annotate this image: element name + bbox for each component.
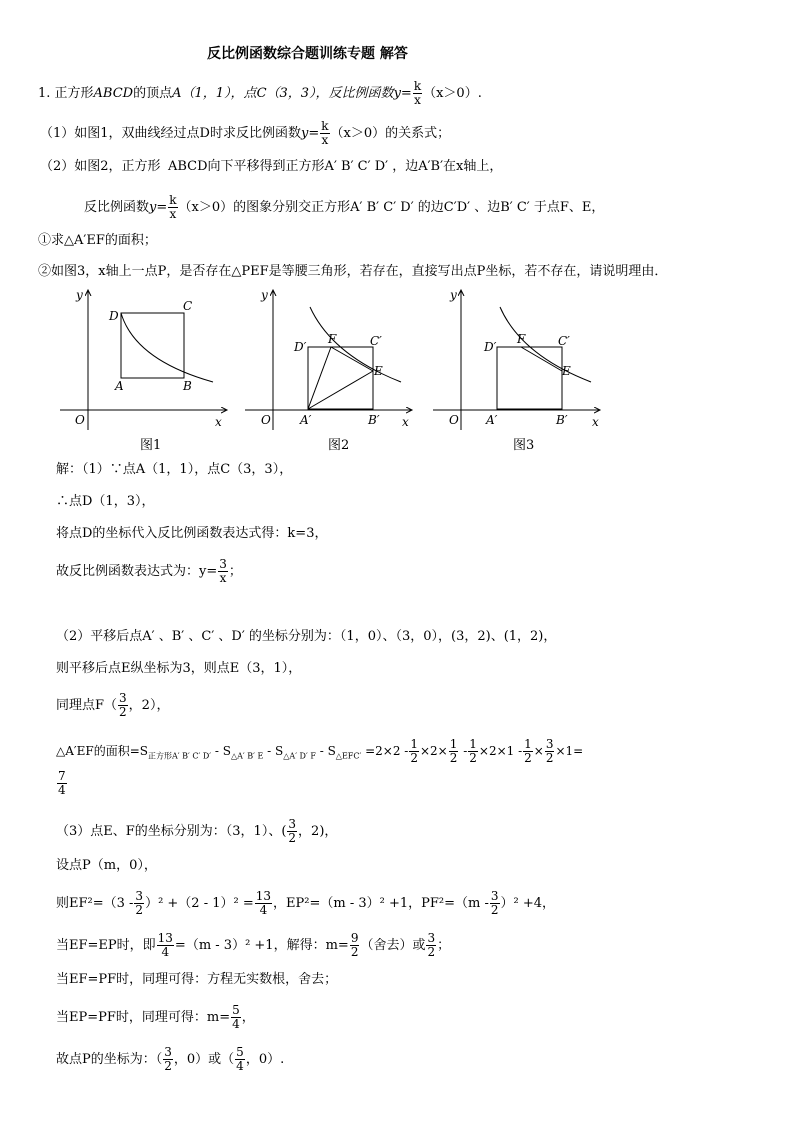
problem-line-1: 1. 正方形ABCD的顶点A（1，1），点C（3，3），反比例函数y= $\frac{k}{x}$ （x＞0）.: [38, 79, 482, 107]
solution-line-7: 同理点F（ $\frac{3}{2}$ ，2），: [56, 691, 170, 719]
label-f: F: [517, 332, 526, 346]
solution-line-5: （2）平移后点A′ 、B′ 、C′ 、D′ 的坐标分别为：（1，0）、（3，0），(3，2)、(1，2)，: [56, 629, 557, 644]
hyperbola-curve: [500, 307, 591, 382]
label-o: O: [261, 413, 271, 427]
solution-line-4: 故反比例函数表达式为：y= $\frac{3}{x}$ ；: [56, 557, 242, 585]
figure-1: [55, 285, 235, 435]
problem-sub-1: ①求△A′EF的面积；: [38, 233, 157, 248]
solution-line-11: 设点P（m，0），: [56, 858, 157, 873]
fraction-k-over-x: $\frac{k}{x}$: [413, 79, 422, 107]
problem-line-2: （1）如图1，双曲线经过点D时求反比例函数y= $\frac{k}{x}$ （x＞0）的关系式；: [40, 119, 451, 147]
solution-line-15: 当EP=PF时，同理可得：m= $\frac{5}{4}$ ，: [56, 1003, 255, 1031]
caption-figure-2: 图2: [328, 438, 350, 453]
label-x: x: [592, 415, 599, 429]
square-apbpcpdp: [308, 347, 373, 409]
hyperbola-curve: [310, 307, 401, 382]
solution-line-10: （3）点E、F的坐标分别为：（3，1）、( $\frac{3}{2}$ ，2)，: [56, 817, 338, 845]
label-ap: A′: [300, 413, 312, 427]
label-y: y: [450, 288, 457, 302]
figure-2: [240, 285, 420, 435]
label-y: y: [76, 288, 83, 302]
solution-line-1: 解：（1）∵点A（1，1），点C（3，3），: [56, 462, 293, 477]
fraction-k-over-x: $\frac{k}{x}$: [169, 193, 177, 221]
segment-f-e: [521, 347, 562, 371]
label-bp: B′: [556, 413, 568, 427]
problem-line-4: 反比例函数y= $\frac{k}{x}$ （x＞0）的图象分别交正方形A′ B′ C′ D′ 的边C′D′ 、边B′ C′ 于点F、E，: [84, 193, 605, 221]
hyperbola-curve: [121, 313, 213, 382]
segment-ap-e: [308, 371, 373, 409]
solution-line-6: 则平移后点E纵坐标为3，则点E（3，1），: [56, 661, 302, 676]
label-y: y: [261, 288, 268, 302]
solution-line-2: ∴点D（1，3），: [56, 494, 155, 509]
figure-3: [428, 285, 608, 435]
label-cp: C′: [370, 334, 382, 348]
label-f: F: [328, 332, 337, 346]
label-x: x: [215, 415, 222, 429]
page-title: 反比例函数综合题训练专题 解答: [207, 46, 408, 62]
label-o: O: [75, 413, 85, 427]
solution-line-8: △A′EF的面积$=S_{正方形A' B' C' D'} - S_{\triangle A' B' E} - S_{\triangle A' D' F} - S_{\triangle EFC'} =2\times 2$ - $\frac{1}{2}$ ×2× $\frac{1}{2}$ - $\frac{1}{2}$ ×2×1 - $\frac{1}{2}$ × $\frac{3}{2}$ ×1=: [56, 737, 584, 765]
label-ap: A′: [486, 413, 498, 427]
label-dp: D′: [484, 340, 497, 354]
label-o: O: [449, 413, 459, 427]
solution-line-16: 故点P的坐标为：（ $\frac{3}{2}$ ，0）或（ $\frac{5}{4}$ ，0）.: [56, 1045, 285, 1073]
caption-figure-1: 图1: [140, 438, 162, 453]
segment-ap-f: [308, 347, 331, 409]
problem-line-3b: ABCD向下平移得到正方形A′ B′ C′ D′ ，边A′B′在x轴上，: [168, 159, 503, 174]
label-dp: D′: [294, 340, 307, 354]
label-e: E: [374, 364, 383, 378]
caption-figure-3: 图3: [513, 438, 535, 453]
label-a: A: [115, 379, 124, 393]
label-bp: B′: [368, 413, 380, 427]
problem-sub-2: ②如图3，x轴上一点P，是否存在△PEF是等腰三角形，若存在，直接写出点P坐标，若不存在，请说明理由．: [38, 264, 668, 279]
label-b: B: [183, 379, 192, 393]
segment-f-e: [331, 347, 373, 371]
label-x: x: [402, 415, 409, 429]
solution-line-12: 则EF²=（3 - $\frac{3}{2}$ ）² +（2 - 1）² = $\frac{13}{4}$ ，EP²=（m - 3）² +1，PF²=（m - $\frac{3}{2}$ ）² +4，: [56, 889, 556, 917]
label-c: C: [183, 299, 193, 313]
problem-line-3: （2）如图2，正方形: [40, 159, 161, 174]
square-apbpcpdp: [497, 347, 562, 409]
solution-line-14: 当EF=PF时，同理可得：方程无实数根，舍去；: [56, 972, 338, 987]
label-e: E: [562, 364, 571, 378]
label-cp: C′: [558, 334, 570, 348]
solution-line-9: $\frac{7}{4}$: [58, 769, 66, 797]
solution-line-13: 当EF=EP时，即 $\frac{13}{4}$ =（m - 3）² +1，解得：m= $\frac{9}{2}$ （舍去）或 $\frac{3}{2}$ ；: [56, 931, 451, 959]
label-d: D: [109, 309, 119, 323]
fraction-k-over-x: $\frac{k}{x}$: [321, 119, 329, 147]
solution-line-3: 将点D的坐标代入反比例函数表达式得：k=3，: [56, 526, 328, 541]
